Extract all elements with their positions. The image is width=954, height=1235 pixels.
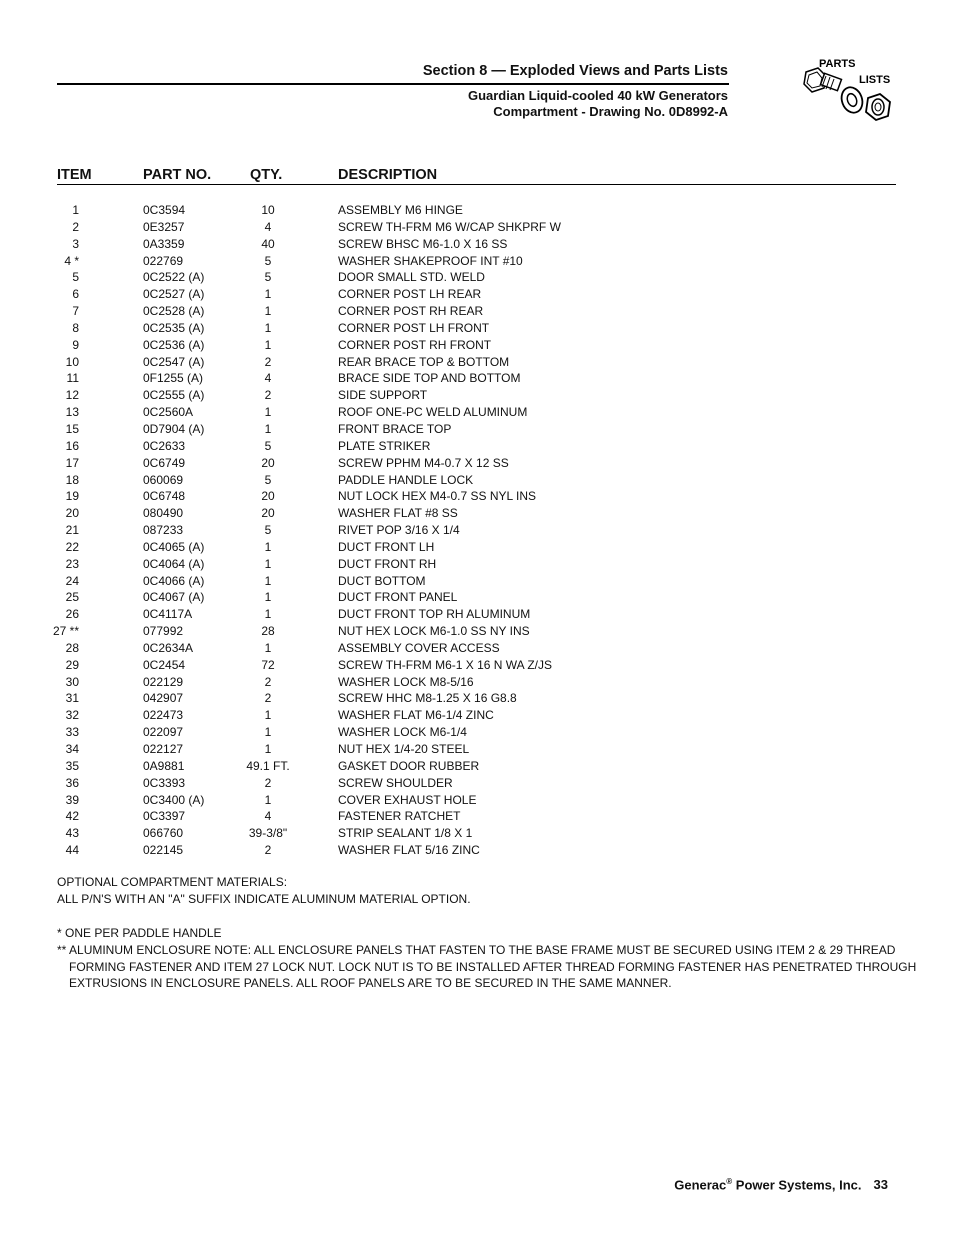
row-description: CORNER POST LH FRONT [338, 320, 490, 335]
table-row [0, 269, 954, 286]
row-quantity: 10 [261, 203, 275, 217]
row-item: 25 [65, 590, 79, 605]
table-row [0, 505, 954, 522]
row-description: COVER EXHAUST HOLE [338, 792, 477, 807]
row-part-number: 022473 [143, 708, 184, 723]
logo-parts-text: PARTS [819, 58, 856, 70]
table-row [0, 522, 954, 539]
table-row [0, 825, 954, 842]
row-part-number: 0F1255 (A) [143, 371, 204, 386]
row-description: WASHER SHAKEPROOF INT #10 [338, 253, 523, 268]
table-row [0, 303, 954, 320]
col-header-qty: QTY. [250, 167, 283, 183]
table-row [0, 472, 954, 489]
row-part-number: 0C2547 (A) [143, 354, 205, 369]
row-part-number: 022145 [143, 843, 184, 858]
row-description: RIVET POP 3/16 X 1/4 [338, 523, 460, 538]
row-quantity: 1 [264, 405, 272, 420]
row-part-number: 0C3400 (A) [143, 792, 205, 807]
row-part-number: 0C2535 (A) [143, 320, 205, 335]
table-row [0, 606, 954, 623]
table-row [0, 387, 954, 404]
header-rule [57, 83, 729, 85]
row-part-number: 0C4067 (A) [143, 590, 205, 605]
table-row [0, 488, 954, 505]
row-part-number: 0C2527 (A) [143, 287, 205, 302]
row-item: 20 [65, 506, 79, 521]
row-quantity: 1 [264, 590, 272, 605]
row-item: 34 [65, 742, 79, 756]
row-description: NUT LOCK HEX M4-0.7 SS NYL INS [338, 489, 537, 504]
row-item: 12 [65, 388, 79, 403]
row-quantity: 1 [264, 742, 272, 756]
row-quantity: 40 [261, 236, 275, 251]
parts-table [0, 202, 954, 859]
row-item: 23 [65, 556, 79, 571]
row-part-number: 0C2522 (A) [143, 270, 205, 285]
row-description: ASSEMBLY COVER ACCESS [338, 640, 500, 655]
row-description: FRONT BRACE TOP [338, 421, 452, 436]
row-item: 5 [72, 270, 79, 285]
row-quantity: 2 [264, 775, 272, 790]
table-row [0, 741, 954, 758]
table-row [0, 758, 954, 775]
row-quantity: 5 [264, 438, 272, 453]
table-row [0, 354, 954, 371]
table-row [0, 674, 954, 691]
row-quantity: 2 [264, 843, 272, 858]
row-item: 24 [65, 573, 79, 588]
row-quantity: 2 [264, 691, 272, 706]
table-row [0, 253, 954, 270]
row-quantity: 1 [264, 421, 272, 436]
row-quantity: 5 [264, 472, 272, 487]
row-part-number: 0C4065 (A) [143, 539, 205, 554]
row-item: 32 [65, 708, 79, 723]
col-header-description: DESCRIPTION [338, 167, 438, 183]
row-item: 36 [65, 775, 79, 790]
table-row [0, 236, 954, 253]
footer-registered-mark: ® [726, 1177, 733, 1186]
table-row [0, 455, 954, 472]
table-row [0, 438, 954, 455]
table-row [0, 202, 954, 219]
row-part-number: 0C4064 (A) [143, 556, 205, 571]
row-item: 26 [65, 607, 79, 622]
row-quantity: 1 [264, 304, 272, 319]
row-item: 3 [72, 236, 79, 251]
row-quantity: 1 [264, 640, 272, 655]
row-quantity: 20 [261, 489, 275, 504]
row-item: 21 [65, 523, 79, 538]
row-part-number: 0A3359 [143, 236, 185, 251]
row-quantity: 20 [261, 506, 275, 521]
row-item: 27 ** [52, 624, 79, 639]
row-description: FASTENER RATCHET [338, 809, 461, 824]
row-item: 4 * [64, 253, 79, 268]
logo-lists-text: LISTS [859, 74, 891, 86]
row-quantity: 4 [264, 219, 272, 234]
row-description: DUCT BOTTOM [338, 573, 426, 588]
row-part-number: 0C2528 (A) [143, 304, 205, 319]
row-part-number: 0D7904 (A) [143, 421, 205, 436]
table-row [0, 640, 954, 657]
row-part-number: 0C6748 [143, 489, 186, 504]
table-row [0, 370, 954, 387]
row-description: WASHER LOCK M6-1/4 [338, 725, 467, 740]
row-item: 30 [65, 674, 79, 689]
row-quantity: 5 [264, 523, 272, 538]
drawing-title: Compartment - Drawing No. 0D8992-A [493, 104, 728, 119]
row-quantity: 1 [264, 573, 272, 588]
row-part-number: 0C2536 (A) [143, 337, 205, 352]
row-part-number: 0C2454 [143, 657, 186, 672]
row-part-number: 022769 [143, 253, 184, 268]
row-item: 17 [65, 455, 79, 470]
table-row [0, 707, 954, 724]
row-description: DUCT FRONT TOP RH ALUMINUM [338, 607, 531, 622]
row-description: SCREW BHSC M6-1.0 X 16 SS [338, 236, 508, 251]
row-item: 19 [65, 489, 79, 504]
table-row [0, 320, 954, 337]
table-row [0, 842, 954, 859]
row-part-number: 0A9881 [143, 758, 185, 773]
row-part-number: 0C4117A [143, 607, 193, 622]
row-part-number: 0C2634A [143, 640, 194, 655]
row-description: SCREW TH-FRM M6-1 X 16 N WA Z/JS [338, 657, 553, 672]
row-part-number: 0C2555 (A) [143, 388, 205, 403]
row-item: 35 [65, 758, 79, 773]
row-part-number: 022127 [143, 742, 184, 756]
row-description: CORNER POST RH REAR [338, 304, 484, 319]
table-row [0, 657, 954, 674]
footnote-double-star: ** ALUMINUM ENCLOSURE NOTE: ALL ENCLOSURE PANELS THAT FASTEN TO THE BASE FRAME MUST BE SECURED USING ITEM 2 & 29 THREAD [57, 943, 896, 957]
row-quantity: 1 [264, 287, 272, 302]
table-row [0, 337, 954, 354]
row-item: 43 [65, 826, 79, 841]
row-quantity: 28 [261, 624, 275, 639]
row-part-number: 042907 [143, 691, 184, 706]
table-row [0, 539, 954, 556]
row-description: NUT HEX 1/4-20 STEEL [338, 742, 470, 756]
row-description: ASSEMBLY M6 HINGE [338, 203, 463, 217]
row-quantity: 1 [264, 556, 272, 571]
row-part-number: 060069 [143, 472, 184, 487]
table-row [0, 556, 954, 573]
row-quantity: 1 [264, 539, 272, 554]
table-row [0, 623, 954, 640]
table-row [0, 421, 954, 438]
row-description: WASHER LOCK M8-5/16 [338, 674, 474, 689]
row-description: SIDE SUPPORT [338, 388, 428, 403]
row-quantity: 2 [264, 674, 272, 689]
table-row [0, 775, 954, 792]
row-part-number: 0C4066 (A) [143, 573, 205, 588]
row-part-number: 077992 [143, 624, 184, 639]
row-part-number: 0C6749 [143, 455, 186, 470]
table-row [0, 404, 954, 421]
table-row [0, 573, 954, 590]
row-description: DUCT FRONT PANEL [338, 590, 458, 605]
row-part-number: 0C2633 [143, 438, 186, 453]
row-item: 10 [65, 354, 79, 369]
col-header-item: ITEM [57, 167, 92, 183]
generator-title: Guardian Liquid-cooled 40 kW Generators [467, 88, 728, 103]
row-description: ROOF ONE-PC WELD ALUMINUM [338, 405, 528, 420]
row-part-number: 0C2560A [143, 405, 194, 420]
row-description: SCREW SHOULDER [338, 775, 453, 790]
row-quantity: 1 [264, 607, 272, 622]
row-item: 18 [65, 472, 79, 487]
row-quantity: 2 [264, 354, 272, 369]
footer-company-rest: Power Systems, Inc. [732, 1177, 862, 1193]
row-item: 6 [72, 287, 79, 302]
row-description: DUCT FRONT RH [338, 556, 437, 571]
row-quantity: 1 [264, 320, 272, 335]
table-row [0, 792, 954, 809]
row-quantity: 1 [264, 792, 272, 807]
table-row [0, 724, 954, 741]
footnote-double-star-line3: EXTRUSIONS IN ENCLOSURE PANELS. ALL ROOF PANELS ARE TO BE SECURED IN THE SAME MANNER. [69, 976, 672, 990]
row-description: GASKET DOOR RUBBER [338, 758, 480, 773]
page-number: 33 [873, 1177, 888, 1193]
row-part-number: 0C3393 [143, 775, 186, 790]
row-description: WASHER FLAT M6-1/4 ZINC [338, 708, 494, 723]
row-description: REAR BRACE TOP & BOTTOM [338, 354, 510, 369]
row-part-number: 087233 [143, 523, 184, 538]
row-description: PADDLE HANDLE LOCK [338, 472, 474, 487]
row-part-number: 022129 [143, 674, 184, 689]
row-quantity: 49.1 FT. [246, 758, 290, 773]
row-quantity: 39-3/8" [248, 826, 288, 841]
row-description: BRACE SIDE TOP AND BOTTOM [338, 371, 521, 386]
section-title: Section 8 — Exploded Views and Parts Lists [422, 63, 728, 79]
row-description: DOOR SMALL STD. WELD [338, 270, 485, 285]
footnote-single-star: * ONE PER PADDLE HANDLE [57, 926, 222, 940]
row-item: 15 [65, 421, 79, 436]
row-part-number: 0C3397 [143, 809, 186, 824]
row-description: CORNER POST LH REAR [338, 287, 482, 302]
row-description: SCREW PPHM M4-0.7 X 12 SS [338, 455, 509, 470]
row-item: 39 [65, 792, 79, 807]
table-row [0, 589, 954, 606]
row-description: SCREW HHC M8-1.25 X 16 G8.8 [338, 691, 517, 706]
row-quantity: 2 [264, 388, 272, 403]
table-row [0, 286, 954, 303]
row-description: WASHER FLAT 5/16 ZINC [338, 843, 480, 858]
row-part-number: 066760 [143, 826, 184, 841]
row-item: 31 [65, 691, 79, 706]
row-item: 8 [72, 320, 79, 335]
row-description: DUCT FRONT LH [338, 539, 435, 554]
row-item: 44 [65, 843, 79, 858]
page-footer [674, 1177, 888, 1192]
parts-lists-logo [800, 54, 900, 134]
row-description: CORNER POST RH FRONT [338, 337, 492, 352]
table-header-rule [57, 184, 896, 185]
row-quantity: 1 [264, 725, 272, 740]
col-header-part: PART NO. [143, 167, 212, 183]
row-quantity: 72 [261, 657, 275, 672]
row-quantity: 5 [264, 253, 272, 268]
optional-materials-title: OPTIONAL COMPARTMENT MATERIALS: [57, 875, 288, 889]
row-item: 29 [65, 657, 79, 672]
row-item: 13 [65, 405, 79, 420]
row-item: 11 [66, 371, 79, 386]
row-item: 22 [65, 539, 79, 554]
row-description: PLATE STRIKER [338, 438, 431, 453]
row-item: 28 [65, 640, 79, 655]
table-row [0, 219, 954, 236]
footnote-double-star-line2: FORMING FASTENER AND ITEM 27 LOCK NUT. LOCK NUT IS TO BE INSTALLED AFTER THREAD FORMING FASTENER HAS PENETRATED THROUGH [69, 960, 917, 974]
table-row [0, 690, 954, 707]
row-description: STRIP SEALANT 1/8 X 1 [338, 826, 473, 841]
row-quantity: 5 [264, 270, 272, 285]
row-item: 9 [72, 337, 79, 352]
row-item: 33 [65, 725, 79, 740]
row-description: NUT HEX LOCK M6-1.0 SS NY INS [338, 624, 530, 639]
optional-materials-text: ALL P/N'S WITH AN "A" SUFFIX INDICATE ALUMINUM MATERIAL OPTION. [57, 892, 471, 906]
row-quantity: 1 [264, 337, 272, 352]
footer-company: Generac [674, 1177, 727, 1193]
row-part-number: 0C3594 [143, 203, 186, 217]
table-row [0, 808, 954, 825]
row-item: 42 [65, 809, 79, 824]
row-item: 2 [72, 219, 79, 234]
row-item: 1 [72, 203, 79, 217]
row-quantity: 20 [261, 455, 275, 470]
row-part-number: 0E3257 [143, 219, 185, 234]
row-quantity: 1 [264, 708, 272, 723]
row-part-number: 080490 [143, 506, 184, 521]
row-description: SCREW TH-FRM M6 W/CAP SHKPRF W [338, 219, 561, 234]
row-quantity: 4 [264, 371, 272, 386]
row-item: 16 [65, 438, 79, 453]
row-quantity: 4 [264, 809, 272, 824]
row-part-number: 022097 [143, 725, 184, 740]
row-description: WASHER FLAT #8 SS [338, 506, 458, 521]
row-item: 7 [72, 304, 79, 319]
